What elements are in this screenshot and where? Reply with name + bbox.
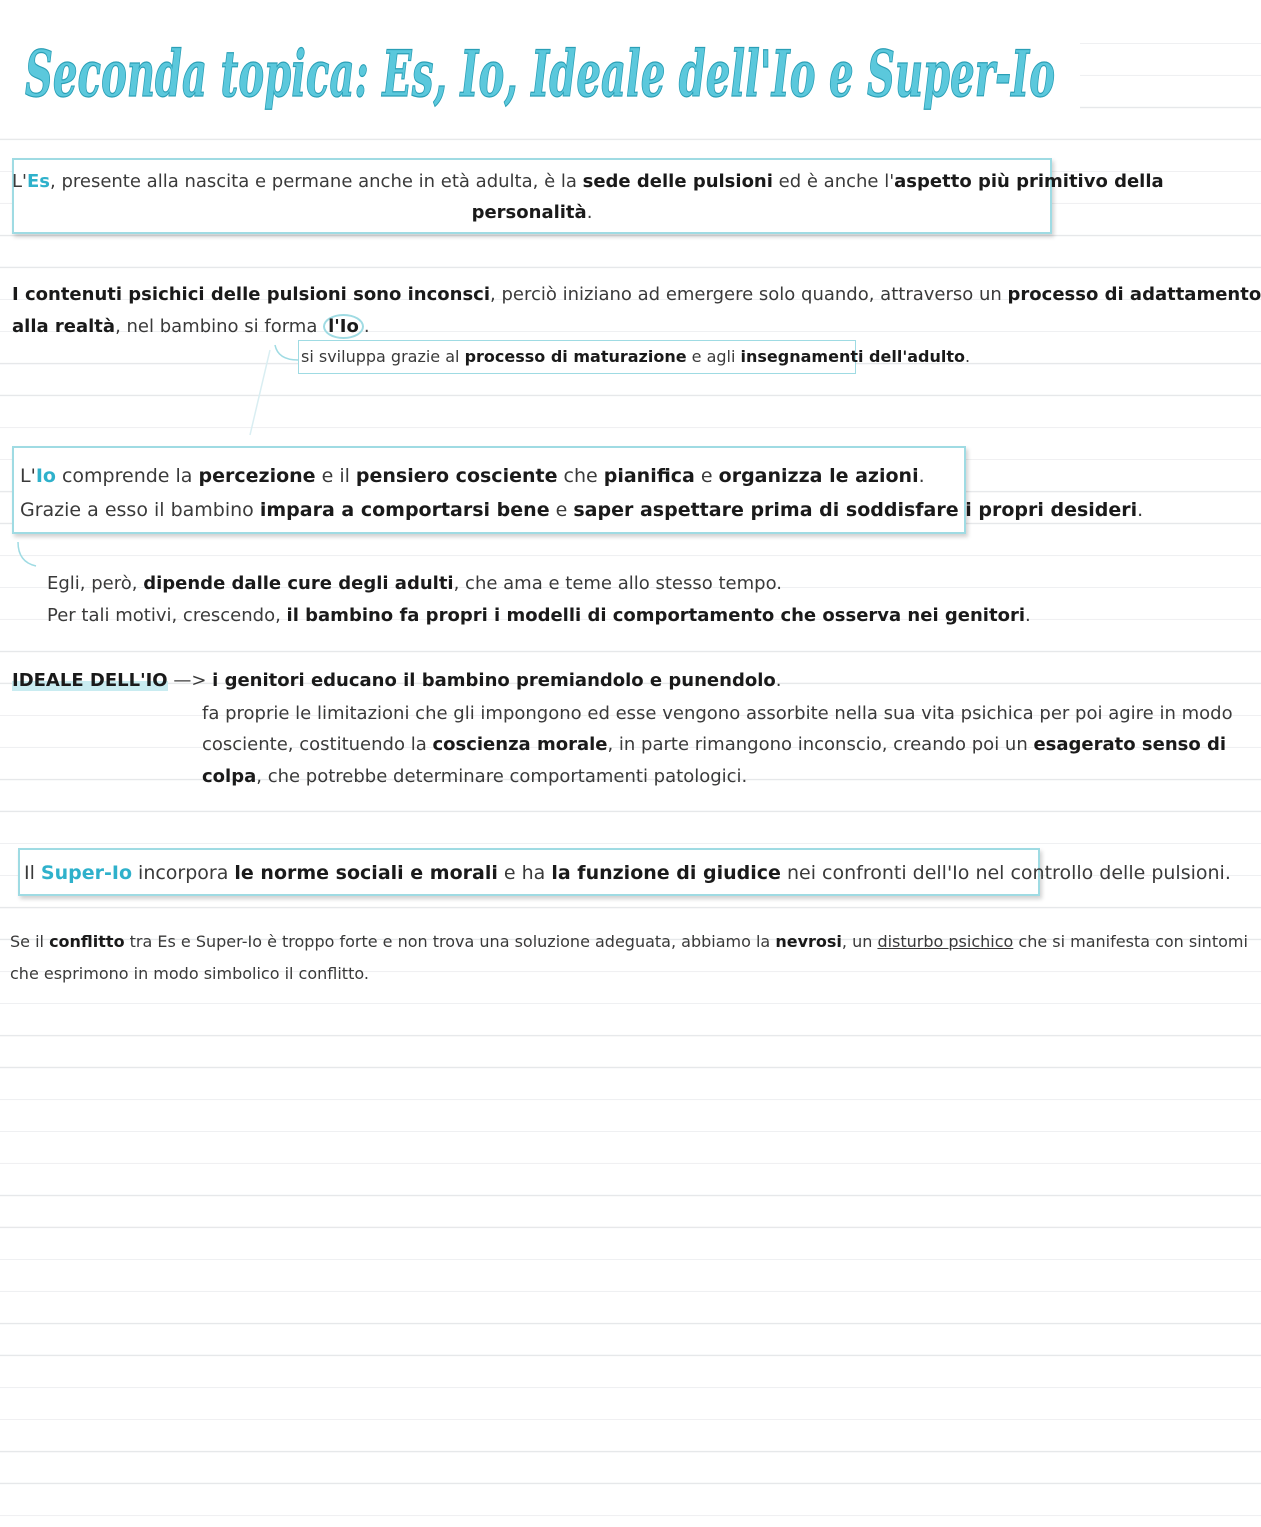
conflitto-line2 xyxy=(10,958,369,990)
io-term-circled: l'Io xyxy=(323,314,364,339)
page-title-art xyxy=(0,18,1080,128)
ideale-line3 xyxy=(202,729,1226,761)
bold-text: insegnamenti dell'adulto xyxy=(740,347,965,366)
text: , in parte rimangono inconscio, creando poi un xyxy=(607,734,1034,755)
text: Se il xyxy=(10,932,50,951)
es-text-line1 xyxy=(12,166,1164,198)
bold-text: pensiero cosciente xyxy=(355,465,558,487)
text: . xyxy=(918,465,925,487)
contenuti-line1 xyxy=(12,279,1261,311)
text: comprende la xyxy=(55,465,199,487)
text: che si manifesta con sintomi xyxy=(1013,932,1248,951)
text: , perciò iniziano ad emergere solo quando, attraverso un xyxy=(490,284,1008,305)
bold-text: aspetto più primitivo della xyxy=(894,171,1164,192)
dipende-line1 xyxy=(47,568,782,600)
bold-text: pianifica xyxy=(603,465,695,487)
text: Per tali motivi, crescendo, xyxy=(47,605,287,626)
io-term: Io xyxy=(35,465,56,487)
bold-text: i genitori educano il bambino premiandolo e punendolo xyxy=(212,670,776,691)
io-text-line2 xyxy=(20,494,1143,526)
text: . xyxy=(1025,605,1031,626)
bold-text: percezione xyxy=(198,465,316,487)
text: . xyxy=(775,670,782,691)
es-term: Es xyxy=(26,171,50,192)
bold-text: sede delle pulsioni xyxy=(582,171,773,192)
connector-dipende xyxy=(18,542,36,566)
text: , che potrebbe determinare comportamenti patologici. xyxy=(256,766,748,787)
text: cosciente, costituendo la xyxy=(202,734,433,755)
text: . xyxy=(363,316,370,337)
text: , che ama e teme allo stesso tempo. xyxy=(453,573,783,594)
page-title xyxy=(0,18,1080,128)
text: , un xyxy=(841,932,878,951)
superio-text xyxy=(24,857,1231,889)
connector-down xyxy=(250,350,270,435)
bold-text: organizza le azioni xyxy=(718,465,919,487)
ideale-line2 xyxy=(202,698,1233,730)
text: e xyxy=(694,465,719,487)
connector-note xyxy=(275,345,298,360)
dipende-line2 xyxy=(47,600,1031,632)
bold-text: esagerato senso di xyxy=(1033,734,1227,755)
bold-text: nevrosi xyxy=(775,932,842,951)
bold-text: colpa xyxy=(202,766,257,787)
bold-text: personalità xyxy=(471,202,587,223)
text: e xyxy=(549,499,574,521)
bold-text: saper aspettare prima di soddisfare i propri desideri xyxy=(573,499,1138,521)
text: Grazie a esso il bambino xyxy=(20,499,260,521)
ideale-label: IDEALE DELL'IO xyxy=(12,670,168,691)
text: . xyxy=(964,347,971,366)
io-text-line1 xyxy=(20,460,925,492)
text: si sviluppa grazie al xyxy=(301,347,465,366)
arrow-icon: —> xyxy=(173,670,207,691)
text: L' xyxy=(20,465,36,487)
text: e agli xyxy=(686,347,741,366)
text: . xyxy=(1137,499,1144,521)
bold-text: il bambino fa propri i modelli di comportamento che osserva nei genitori xyxy=(286,605,1025,626)
bold-text: processo di maturazione xyxy=(464,347,687,366)
bold-text: le norme sociali e morali xyxy=(234,862,498,884)
text: L' xyxy=(12,171,27,192)
text: incorpora xyxy=(132,862,235,884)
superio-term: Super-Io xyxy=(40,862,132,884)
es-text-line2 xyxy=(12,197,1052,229)
bold-text: la funzione di giudice xyxy=(551,862,781,884)
bold-text: processo di adattamento xyxy=(1007,284,1261,305)
text: che esprimono in modo simbolico il conflitto. xyxy=(10,964,369,983)
bold-text: alla realtà xyxy=(12,316,116,337)
text: e il xyxy=(315,465,356,487)
text: e ha xyxy=(497,862,552,884)
ideale-line1 xyxy=(12,665,781,697)
bold-text: conflitto xyxy=(49,932,125,951)
text: ed è anche l' xyxy=(772,171,895,192)
text: tra Es e Super-Io è troppo forte e non trova una soluzione adeguata, abbiamo la xyxy=(124,932,776,951)
text: . xyxy=(586,202,593,223)
text: , nel bambino si forma xyxy=(115,316,324,337)
conflitto-line1 xyxy=(10,926,1248,958)
bold-text: I contenuti psichici delle pulsioni sono inconsci xyxy=(12,284,491,305)
bold-text: dipende dalle cure degli adulti xyxy=(143,573,454,594)
underlined-text: disturbo psichico xyxy=(877,932,1014,951)
page-title-text: Seconda topica: Es, Io, Ideale dell'Io e Super-Io xyxy=(25,37,1055,112)
text: , presente alla nascita e permane anche in età adulta, è la xyxy=(50,171,583,192)
bold-text: impara a comportarsi bene xyxy=(259,499,550,521)
text: che xyxy=(557,465,604,487)
bold-text: coscienza morale xyxy=(432,734,608,755)
text: fa proprie le limitazioni che gli impongono ed esse vengono assorbite nella sua vita psichica per poi agire in modo xyxy=(202,703,1233,724)
text: Il xyxy=(24,862,41,884)
ideale-line4 xyxy=(202,761,747,793)
text: nei confronti dell'Io nel controllo delle pulsioni. xyxy=(780,862,1231,884)
note-io-text xyxy=(301,341,970,373)
text: Egli, però, xyxy=(47,573,144,594)
